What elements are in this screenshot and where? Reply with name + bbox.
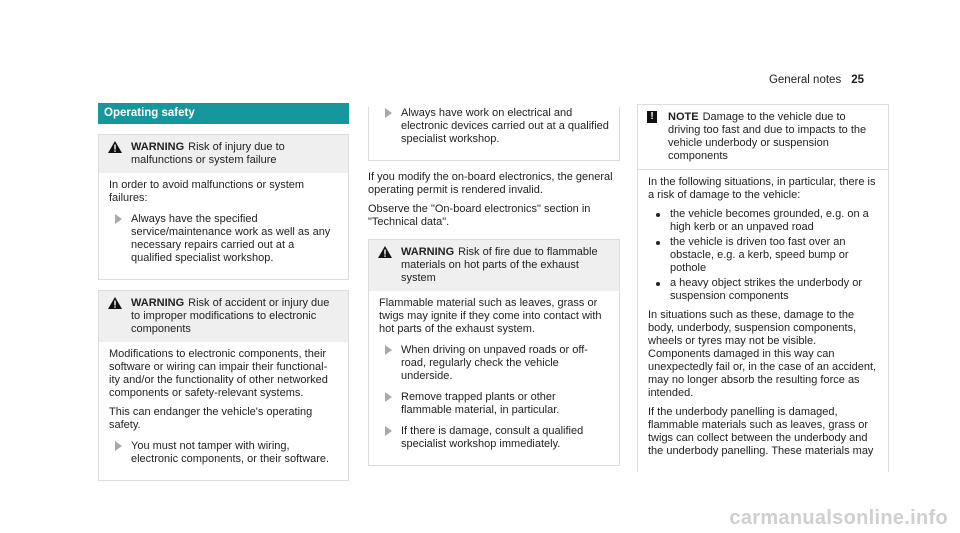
notice-icon: !: [647, 111, 657, 123]
warning-text: Modifications to electronic components, their software or wiring can impair their functional-ity and/or the functionality of other networked components or safety-relevant systems.: [109, 348, 328, 399]
warning-label: WARNING: [131, 141, 185, 153]
warning-heading: Risk of fire due to flammable materials on hot parts of the exhaust system: [401, 246, 598, 284]
arrow-bullet-icon: [385, 426, 392, 436]
list-item: the vehicle is driven too fast over an obstacle, e.g. a kerb, speed bump or pothole: [666, 236, 878, 275]
note-box-damage: [637, 104, 889, 472]
paragraph: If you modify the on-board electronics, the general operating permit is rendered invalid.: [368, 171, 613, 196]
note-label: NOTE: [668, 111, 699, 123]
arrow-bullet-icon: [385, 345, 392, 355]
damage-situations-list: [648, 208, 878, 303]
warning-box-fire: [368, 239, 620, 466]
warning-text: In order to avoid malfunctions or system failures:: [109, 179, 305, 204]
column-3: [637, 104, 889, 472]
instruction-item: [379, 391, 609, 417]
warning-triangle-icon: [378, 246, 392, 258]
instruction-item: [109, 440, 338, 466]
note-text: In situations such as these, damage to the body, underbody, suspension components, wheels or tyres may not be visible. Components damaged in this way can unexpectedly fail or, in the case of an accident, may no longer absorb the resulting force as intended.: [648, 309, 877, 399]
warning-heading: Risk of injury due to malfunctions or system failure: [131, 141, 285, 166]
instruction-text: When driving on unpaved roads or off-road, regularly check the vehicle underside.: [401, 344, 588, 382]
instruction-text: Remove trapped plants or other flammable material, in particular.: [401, 391, 560, 416]
instruction-item: [379, 107, 609, 146]
warning-box-malfunction: [98, 134, 349, 280]
warning-heading: Risk of accident or injury due to improper modifications to electronic components: [131, 297, 330, 335]
warning-text: This can endanger the vehicle's operating safety.: [109, 406, 313, 431]
page-header: [769, 74, 864, 87]
instruction-text: Always have work on electrical and electronic devices carried out at a qualified specialist workshop.: [401, 107, 609, 145]
arrow-bullet-icon: [115, 214, 122, 224]
warning-header: [369, 240, 619, 291]
warning-triangle-icon: [108, 141, 122, 153]
watermark-logo: carmanualsonline.info: [729, 507, 948, 529]
warning-text: Flammable material such as leaves, grass or twigs may ignite if they come into contact with hot parts of the exhaust system.: [379, 297, 602, 335]
note-header: [638, 105, 888, 169]
list-item: a heavy object strikes the underbody or suspension components: [666, 277, 878, 303]
continued-box: [368, 107, 620, 161]
note-heading: Damage to the vehicle due to driving too fast and due to impacts to the vehicle underbody or suspension components: [668, 111, 867, 162]
arrow-bullet-icon: [385, 392, 392, 402]
column-1: [98, 103, 349, 481]
warning-header: [99, 135, 348, 173]
warning-triangle-icon: [108, 297, 122, 309]
note-text: If the underbody panelling is damaged, flammable materials such as leaves, grass or twigs can collect between the underbody and the underbody panelling. These materials may: [648, 406, 874, 457]
instruction-item: [109, 213, 338, 265]
note-text: In the following situations, in particular, there is a risk of damage to the vehicle:: [648, 176, 876, 201]
warning-header: [99, 291, 348, 342]
arrow-bullet-icon: [115, 441, 122, 451]
instruction-item: [379, 344, 609, 383]
section-name: General notes: [768, 74, 842, 86]
paragraph: Observe the "On-board electronics" section in "Technical data".: [368, 203, 591, 228]
instruction-text: Always have the specified service/maintenance work as well as any necessary repairs carried out at a qualified specialist workshop.: [131, 213, 331, 264]
instruction-text: If there is damage, consult a qualified specialist workshop immediately.: [401, 425, 584, 450]
list-item: the vehicle becomes grounded, e.g. on a high kerb or an unpaved road: [666, 208, 878, 234]
arrow-bullet-icon: [385, 108, 392, 118]
column-2: [368, 107, 620, 466]
warning-box-modifications: [98, 290, 349, 481]
instruction-item: [379, 425, 609, 451]
instruction-text: You must not tamper with wiring, electronic components, or their software.: [131, 440, 330, 465]
warning-label: WARNING: [401, 246, 455, 258]
section-title: Operating safety: [98, 103, 349, 124]
page-number: 25: [851, 74, 864, 86]
warning-label: WARNING: [131, 297, 185, 309]
